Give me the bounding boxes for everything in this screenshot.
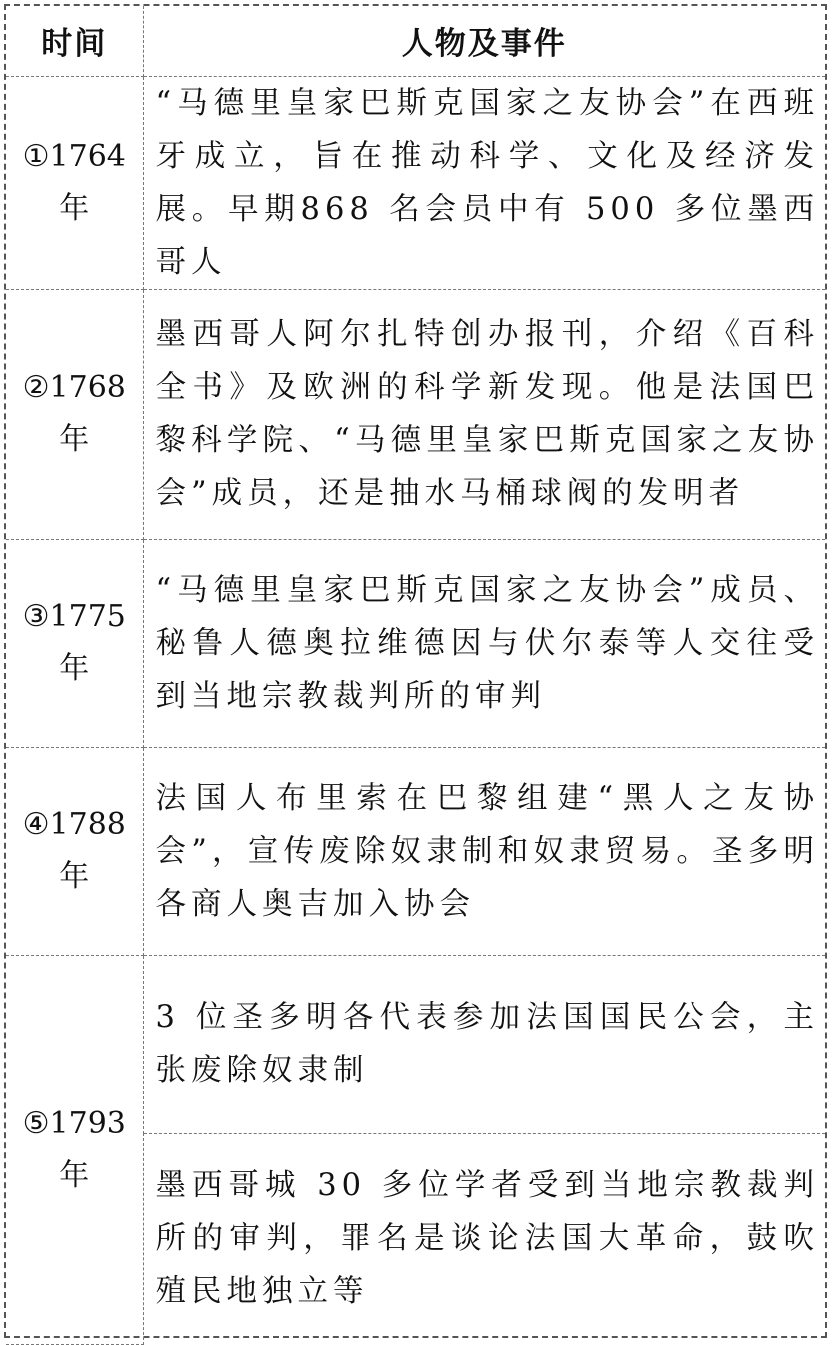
time-year: ①1764	[22, 138, 126, 174]
header-time: 时间	[6, 6, 143, 76]
time-unit: 年	[59, 422, 90, 457]
time-cell	[6, 289, 143, 539]
event-cell: 3 位圣多明各代表参加法国国民公会，主张废除奴隶制	[143, 955, 825, 1133]
time-unit: 年	[59, 651, 90, 686]
event-cell: 墨西哥人阿尔扎特创办报刊，介绍《百科全书》及欧洲的科学新发现。他是法国巴黎科学院、“马德里皇家巴斯克国家之友协会”成员，还是抽水马桶球阀的发明者	[143, 289, 825, 539]
time-unit: 年	[59, 190, 90, 226]
time-year: ④1788	[22, 807, 126, 842]
table-row	[6, 289, 825, 539]
header-events: 人物及事件	[143, 6, 825, 76]
events-table	[6, 6, 825, 1345]
time-cell	[6, 539, 143, 747]
table-row	[6, 76, 825, 289]
event-cell: “马德里皇家巴斯克国家之友协会”成员、秘鲁人德奥拉维德因与伏尔泰等人交往受到当地宗教裁判所的审判	[143, 539, 825, 747]
time-unit: 年	[59, 859, 90, 894]
time-year: ②1768	[22, 370, 126, 405]
table-row	[6, 747, 825, 955]
event-cell: 法国人布里索在巴黎组建“黑人之友协会”，宣传废除奴隶制和奴隶贸易。圣多明各商人奥吉加入协会	[143, 747, 825, 955]
table-header-row	[6, 6, 825, 76]
time-cell	[6, 955, 143, 1344]
time-unit: 年	[59, 1157, 90, 1193]
time-year: ⑤1793	[22, 1105, 126, 1141]
time-cell	[6, 747, 143, 955]
event-cell: 墨西哥城 30 多位学者受到当地宗教裁判所的审判，罪名是谈论法国大革命，鼓吹殖民地独立等	[143, 1133, 825, 1344]
table-row	[6, 539, 825, 747]
events-table-frame	[4, 4, 827, 1338]
event-cell: “马德里皇家巴斯克国家之友协会”在西班牙成立，旨在推动科学、文化及经济发展。早期868 名会员中有 500 多位墨西哥人	[143, 76, 825, 289]
table-row	[6, 955, 825, 1133]
time-year: ③1775	[22, 599, 126, 634]
time-cell	[6, 76, 143, 289]
